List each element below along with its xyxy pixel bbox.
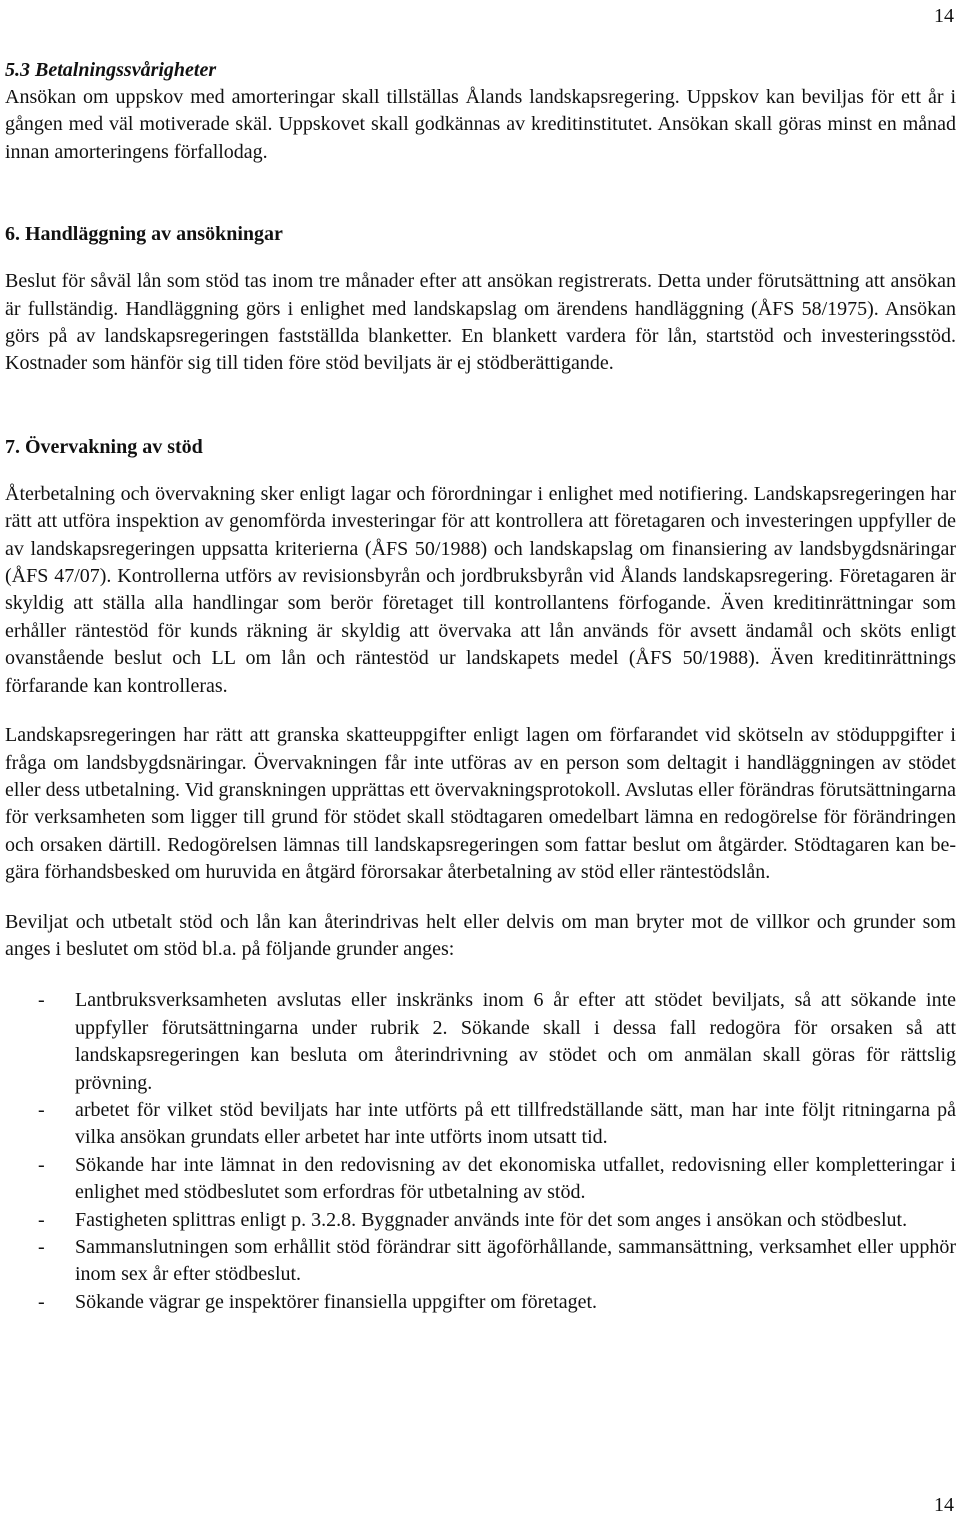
section-6-paragraph: Beslut för såväl lån som stöd tas inom tre månader efter att ansökan registrerats. Detta under förutsättning att ansökan är fullständig. Handläggning görs i enlighet med landskapslag om ärendens handläggning (ÅFS 58/1975). Ansökan görs på av landskapsregeringen fastställda blanketter. En blankett vardera för lån, startstöd och investeringsstöd. Kostnader som hänför sig till tiden före stöd beviljats är ej stödberättigande. — [5, 270, 956, 375]
page-content — [5, 57, 956, 1316]
list-dash: - — [38, 1098, 45, 1121]
list-item — [5, 1097, 956, 1152]
section-7-paragraph-2: Landskapsregeringen har rätt att granska skatteuppgifter enligt lagen om förfarandet vid skötseln av stöduppgifter i fråga om landsbygdsnäringar. Övervakningen får inte utföras av en person som deltagit i handläggningen av stödet eller dess utbetalning. Vid granskningen upprättas ett övervakningsprotokoll. Avslutas eller förändras förutsättningarna för verksamheten som ligger till grund för stödet skall stödtagaren omedelbart lämna en redogörelse för förändringen och orsaken därtill. Redogörelsen lämnas till landskapsregeringen som fattar beslut om åtgärder. Stödtagaren kan begära förhandsbesked om huruvida en åtgärd förorsakar återbetalning av stöd eller räntestödslån. — [5, 724, 956, 884]
list-item-text: Sammanslutningen som erhållit stöd förändrar sitt ägoförhållande, sammansättning, verksamhet eller upphör inom sex år efter stödbeslut. — [75, 1236, 956, 1286]
section-6-heading: 6. Handläggning av ansökningar — [5, 223, 283, 246]
list-item — [5, 987, 956, 1097]
list-item-text: Sökande har inte lämnat in den redovisning av det ekonomiska utfallet, redovisning eller kompletteringar i enlighet med stödbeslutet som erfordras för utbetalning av stöd. — [75, 1153, 956, 1204]
list-item-text: Lantbruksverksamheten avslutas eller inskränks inom 6 år efter att stödet beviljats, så att sökande inte uppfyller förutsättningarna under rubrik 2. Sökande skall i dessa fall redogöra för orsaken så att landskapsregeringen kan besluta om återindrivning av stödet och om anmälan skall göras för rättslig prövning. — [75, 989, 956, 1094]
page-number-bottom: 14 — [934, 1494, 954, 1516]
list-dash: - — [38, 989, 45, 1012]
list-item-text: arbetet för vilket stöd beviljats har inte utförts på ett tillfredställande sätt, man har inte följt ritningarna på vilka ansökan grundats eller arbetet har inte utförts inom utsatt tid. — [75, 1098, 956, 1149]
list-dash: - — [38, 1236, 45, 1258]
list-item — [5, 1152, 956, 1207]
list-dash: - — [38, 1290, 45, 1313]
list-item — [5, 1234, 956, 1289]
section-7-paragraph-1: Återbetalning och övervakning sker enligt lagar och förordningar i enlighet med notifiering. Landskapsregeringen har rätt att utföra inspektion av genomförda investeringar för att kontrollera att företagaren och investeringen uppfyller de av landskapsregeringen uppsatta kriterierna (ÅFS 50/1988) och landskapslag om finansiering av landsbygdsnäringar (ÅFS 47/07). Kontrollerna utförs av revisionsbyrån och jordbruksbyrån vid Ålands landskapsregering. Företagaren är skyldig att ställa alla handlingar som berör företaget till kontrollantens förfogande. Även kreditinrättningar som erhåller räntestöd för kunds räkning är skyldig att övervaka att lån används för avsett ändamål och sköts enligt ovanstående beslut och LL om lån och räntestöd ur landskapets medel (ÅFS 50/1988). Även kreditinrättnings förfarande kan kontrolleras. — [5, 482, 956, 697]
list-item-text: Fastigheten splittras enligt p. 3.2.8. Byggnader används inte för det som anges i ansökan och stödbeslut. — [75, 1208, 908, 1231]
list-item — [5, 1207, 956, 1234]
section-7-paragraph-3: Beviljat och utbetalt stöd och lån kan återindrivas helt eller delvis om man bryter mot de villkor och grunder som anges i beslutet om stöd bl.a. på följande grunder anges: — [5, 910, 956, 960]
list-dash: - — [38, 1208, 45, 1231]
list-item-text: Sökande vägrar ge inspektörer finansiella uppgifter om företaget. — [75, 1290, 598, 1313]
list-dash: - — [38, 1153, 45, 1176]
page-number-top: 14 — [934, 5, 954, 27]
section-5-3-heading: 5.3 Betalningssvårigheter — [5, 59, 217, 81]
section-7-heading: 7. Övervakning av stöd — [5, 435, 203, 458]
list-item — [5, 1289, 956, 1316]
section-5-3-paragraph: Ansökan om uppskov med amorteringar skall tillställas Ålands landskapsregering. Uppskov kan beviljas för ett år i gången med väl motiverade skäl. Uppskovet skall godkännas av kreditinstitutet. Ansökan skall göras minst en månad innan amorteringens förfallodag. — [5, 86, 956, 163]
reclaim-grounds-list — [5, 987, 956, 1316]
